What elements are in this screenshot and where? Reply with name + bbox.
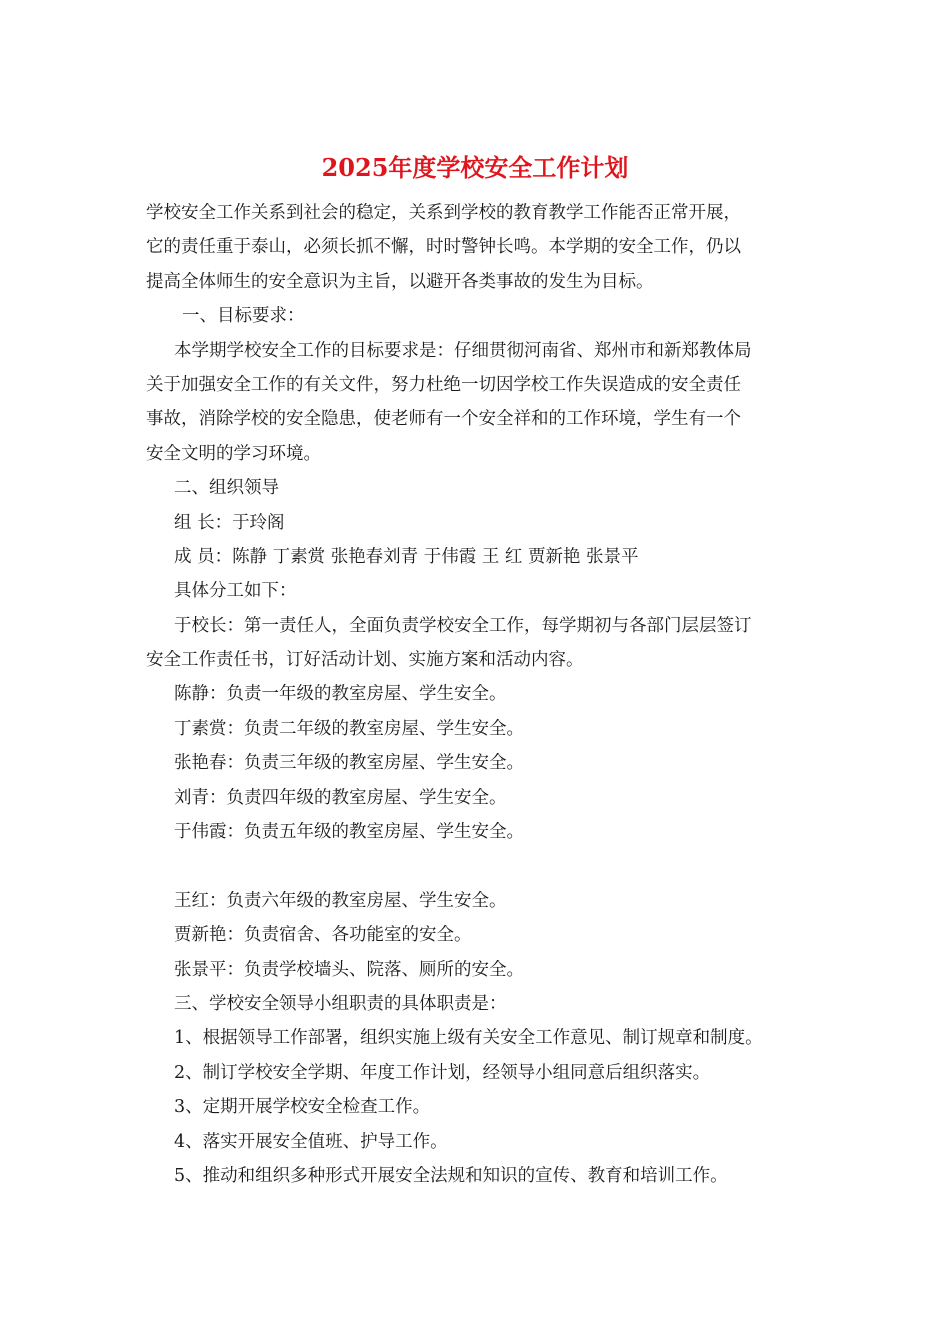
responsibility-item: 3、定期开展学校安全检查工作。 (174, 1097, 431, 1118)
responsibility-item: 5、推动和组织多种形式开展安全法规和知识的宣传、教育和培训工作。 (174, 1165, 728, 1186)
responsibility-item: 4、落实开展安全值班、护导工作。 (174, 1131, 448, 1152)
leader-line: 组 长：于玲阁 (174, 512, 285, 533)
duty-item: 陈静：负责一年级的教室房屋、学生安全。 (174, 684, 507, 705)
section-heading-goals: 一、目标要求： (182, 306, 305, 327)
section-heading-organization: 二、组织领导 (174, 478, 279, 499)
intro-line: 它的责任重于泰山，必须长抓不懈，时时警钟长鸣。本学期的安全工作，仍以 (146, 237, 741, 258)
duty-item: 张艳春：负责三年级的教室房屋、学生安全。 (174, 753, 524, 774)
goals-paragraph-line: 安全文明的学习环境。 (146, 443, 321, 464)
blank-line (146, 849, 826, 883)
responsibility-item: 1、根据领导工作部署，组织实施上级有关安全工作意见、制订规章和制度。 (174, 1028, 763, 1049)
duty-item: 王红：负责六年级的教室房屋、学生安全。 (174, 890, 507, 911)
division-intro: 具体分工如下： (174, 581, 297, 602)
duty-item: 贾新艳：负责宿舍、各功能室的安全。 (174, 925, 472, 946)
document-title: 2025年度学校安全工作计划 (321, 153, 629, 182)
members-line: 成 员：陈静 丁素赏 张艳春刘青 于伟霞 王 红 贾新艳 张景平 (174, 546, 639, 567)
goals-paragraph-line: 事故，消除学校的安全隐患，使老师有一个安全祥和的工作环境，学生有一个 (146, 409, 741, 430)
intro-line: 学校安全工作关系到社会的稳定，关系到学校的教育教学工作能否正常开展， (146, 203, 741, 223)
intro-line: 提高全体师生的安全意识为主旨，以避开各类事故的发生为目标。 (146, 271, 654, 292)
section-heading-responsibilities: 三、学校安全领导小组职责的具体职责是： (174, 993, 507, 1014)
goals-paragraph-line: 关于加强安全工作的有关文件，努力杜绝一切因学校工作失误造成的安全责任 (146, 374, 741, 395)
principal-duty-line: 安全工作责任书，订好活动计划、实施方案和活动内容。 (146, 650, 584, 671)
goals-paragraph-line: 本学期学校安全工作的目标要求是：仔细贯彻河南省、郑州市和新郑教体局 (174, 340, 752, 361)
responsibility-item: 2、制订学校安全学期、年度工作计划，经领导小组同意后组织落实。 (174, 1062, 711, 1083)
duty-item: 丁素赏：负责二年级的教室房屋、学生安全。 (174, 718, 524, 739)
duty-item: 张景平：负责学校墙头、院落、厕所的安全。 (174, 959, 524, 980)
duty-item: 于伟霞：负责五年级的教室房屋、学生安全。 (174, 822, 524, 843)
principal-duty-line: 于校长：第一责任人，全面负责学校安全工作，每学期初与各部门层层签订 (174, 615, 752, 636)
document-body (146, 196, 826, 1193)
duty-item: 刘青：负责四年级的教室房屋、学生安全。 (174, 787, 507, 808)
